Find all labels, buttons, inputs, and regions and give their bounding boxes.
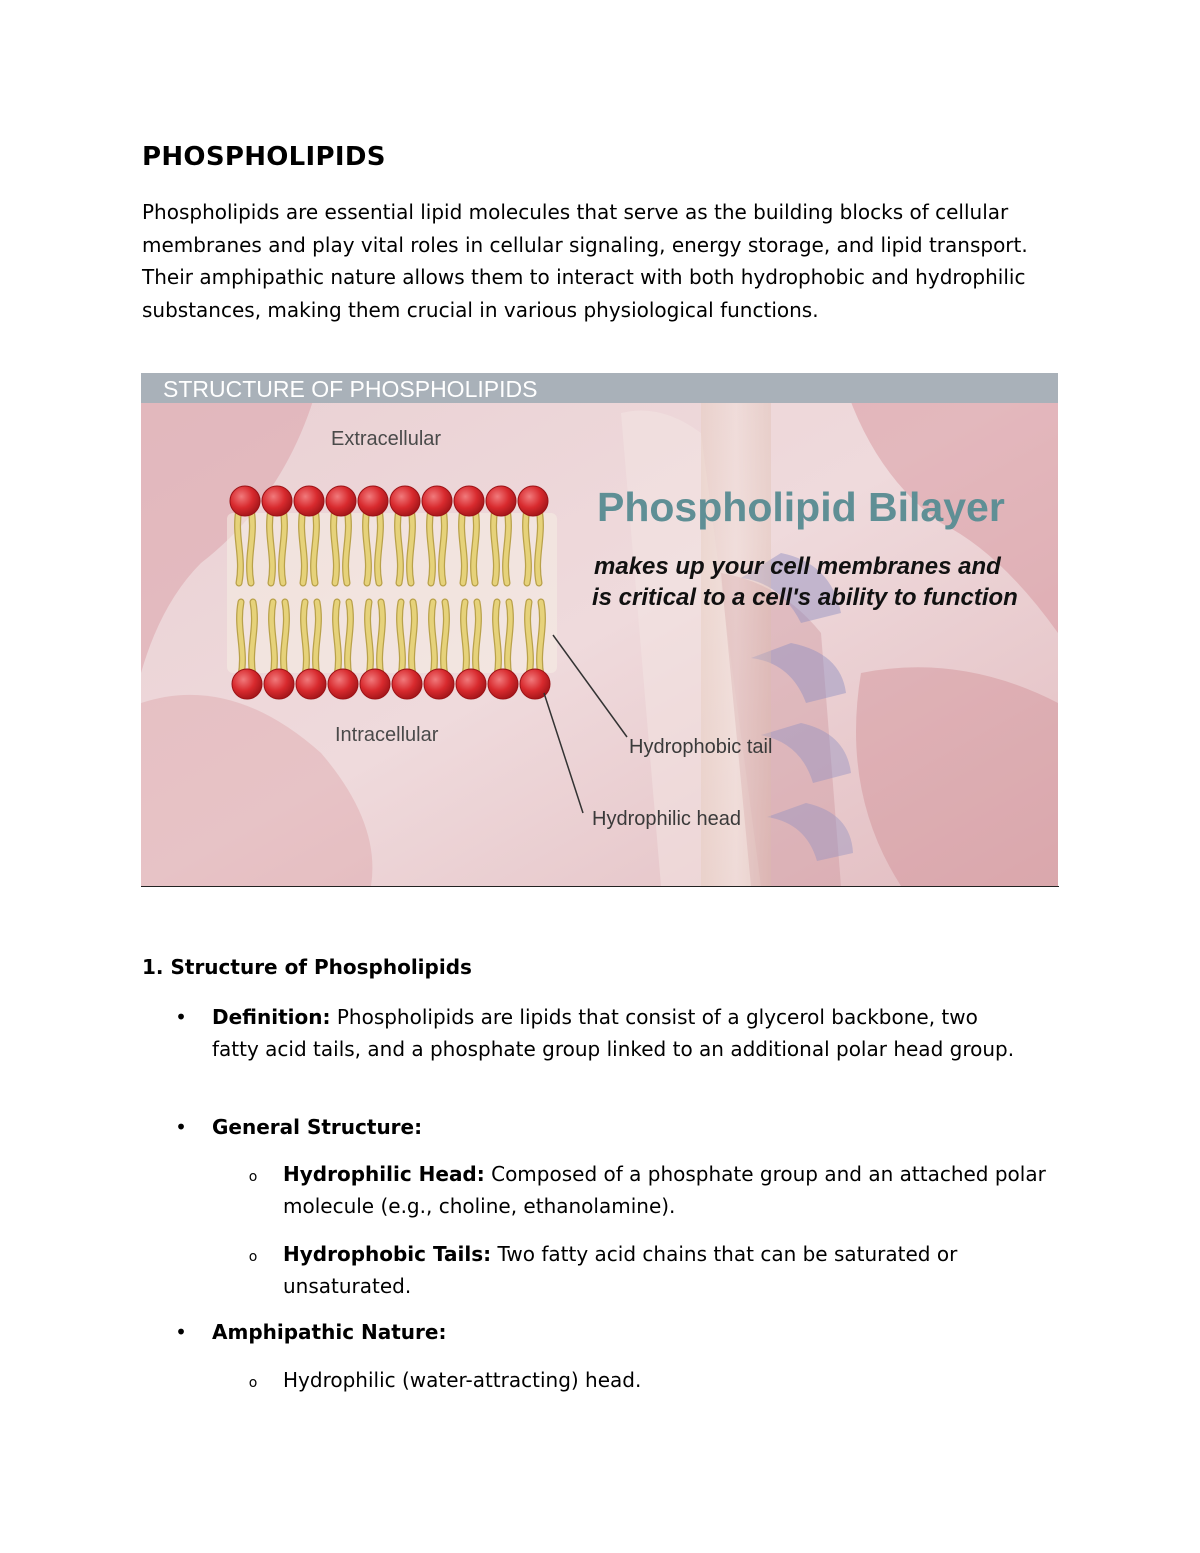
hydrophobic-tail — [476, 602, 479, 676]
hydrophobic-tail — [474, 509, 477, 583]
hydrophobic-tail — [380, 602, 383, 676]
hydrophilic-head — [360, 669, 390, 699]
figure-subtitle-line1: makes up your cell membranes and — [594, 553, 1001, 580]
sub-item-hydrophobic-tails — [283, 1239, 1073, 1302]
hydrophobic-tail — [538, 509, 541, 583]
hydrophilic-head — [422, 486, 452, 516]
hydrophilic-head — [518, 486, 548, 516]
hydrophobic-tail — [366, 509, 369, 583]
hydrophobic-tail — [270, 509, 273, 583]
document-title: PHOSPHOLIPIDS — [142, 142, 386, 172]
hydrophobic-tail — [284, 602, 287, 676]
general-structure-label: General Structure: — [212, 1115, 423, 1139]
hydrophilic-head — [328, 669, 358, 699]
list-item-amphipathic — [212, 1317, 446, 1349]
label-intracellular: Intracellular — [335, 724, 439, 746]
sub-item-amphipathic-head: Hydrophilic (water-attracting) head. — [283, 1368, 642, 1392]
hydrophobic-tail — [346, 509, 349, 583]
hydrophobic-tail — [400, 602, 403, 676]
hydrophobic-tail — [378, 509, 381, 583]
hydrophobic-tail — [496, 602, 499, 676]
hydrophobic-tail — [430, 509, 433, 583]
head-label: Hydrophilic Head: — [283, 1162, 485, 1186]
hydrophobic-tail — [494, 509, 497, 583]
hydrophobic-tail — [252, 602, 255, 676]
hydrophobic-tail — [444, 602, 447, 676]
hydrophobic-tail — [412, 602, 415, 676]
definition-label: Definition: — [212, 1005, 331, 1029]
hydrophilic-head — [486, 486, 516, 516]
hydrophobic-tail — [528, 602, 531, 676]
hydrophobic-tail — [304, 602, 307, 676]
hydrophobic-tail — [240, 602, 243, 676]
hydrophobic-tail — [464, 602, 467, 676]
hydrophobic-tail — [410, 509, 413, 583]
hydrophilic-head — [230, 486, 260, 516]
hydrophobic-tail — [272, 602, 275, 676]
hydrophobic-tail — [442, 509, 445, 583]
amphipathic-label: Amphipathic Nature: — [212, 1320, 447, 1344]
sub-bullet-marker: o — [248, 1375, 258, 1391]
hydrophilic-head — [392, 669, 422, 699]
figure-subtitle-line2: is critical to a cell's ability to function — [592, 584, 1018, 611]
hydrophobic-tail — [302, 509, 305, 583]
hydrophobic-tail — [336, 602, 339, 676]
label-hydrophobic-tail: Hydrophobic tail — [629, 736, 773, 758]
bullet-marker: • — [175, 1005, 187, 1029]
hydrophobic-tail — [540, 602, 543, 676]
hydrophobic-tail — [282, 509, 285, 583]
figure-bottom-rule — [141, 886, 1059, 887]
hydrophobic-tail — [334, 509, 337, 583]
hydrophilic-head — [232, 669, 262, 699]
hydrophilic-head — [390, 486, 420, 516]
tails-text: Two fatty acid chains that can be saturated or unsaturated. — [283, 1242, 958, 1298]
hydrophobic-tail — [314, 509, 317, 583]
hydrophilic-head — [296, 669, 326, 699]
definition-text: Phospholipids are lipids that consist of a glycerol backbone, two fatty acid tails, and a phosphate group linked to an additional polar head group. — [212, 1005, 1015, 1061]
hydrophobic-tail — [250, 509, 253, 583]
hydrophobic-tail — [316, 602, 319, 676]
hydrophilic-head — [424, 669, 454, 699]
hydrophobic-tail — [238, 509, 241, 583]
figure-banner-text: STRUCTURE OF PHOSPHOLIPIDS — [163, 376, 538, 402]
hydrophilic-head — [294, 486, 324, 516]
intro-paragraph: Phospholipids are essential lipid molecules that serve as the building blocks of cellular membranes and play vital roles in cellular signaling, energy storage, and lipid transport. Their amphipathic nature allows them to interact with both hydrophobic and hydrophilic substances, making them crucial in various physiological functions. — [142, 200, 1028, 322]
hydrophobic-tail — [526, 509, 529, 583]
figure-headline: Phospholipid Bilayer — [597, 484, 1005, 530]
sub-item-hydrophilic-head — [283, 1159, 1073, 1222]
hydrophilic-head — [326, 486, 356, 516]
label-extracellular: Extracellular — [331, 428, 442, 450]
hydrophilic-head — [488, 669, 518, 699]
hydrophobic-tail — [506, 509, 509, 583]
phospholipid-figure — [141, 373, 1058, 886]
label-hydrophilic-head: Hydrophilic head — [592, 808, 741, 830]
hydrophilic-head — [358, 486, 388, 516]
hydrophobic-tail — [432, 602, 435, 676]
hydrophilic-head — [264, 669, 294, 699]
hydrophilic-head — [454, 486, 484, 516]
hydrophobic-tail — [462, 509, 465, 583]
tails-label: Hydrophobic Tails: — [283, 1242, 492, 1266]
hydrophobic-tail — [398, 509, 401, 583]
list-item-general-structure — [212, 1112, 422, 1144]
hydrophilic-head — [520, 669, 550, 699]
bullet-marker: • — [175, 1115, 187, 1139]
hydrophobic-tail — [348, 602, 351, 676]
figure-illustration — [141, 373, 1058, 886]
phospholipid-bilayer — [227, 486, 557, 699]
hydrophilic-head — [262, 486, 292, 516]
hydrophobic-tail — [508, 602, 511, 676]
hydrophilic-head — [456, 669, 486, 699]
head-text: Composed of a phosphate group and an attached polar molecule (e.g., choline, ethanolamine). — [283, 1162, 1046, 1218]
sub-bullet-marker: o — [248, 1249, 258, 1265]
section-heading-structure: 1. Structure of Phospholipids — [142, 955, 472, 979]
list-item-definition — [212, 1002, 1022, 1065]
sub-bullet-marker: o — [248, 1169, 258, 1185]
hydrophobic-tail — [368, 602, 371, 676]
bullet-marker: • — [175, 1320, 187, 1344]
